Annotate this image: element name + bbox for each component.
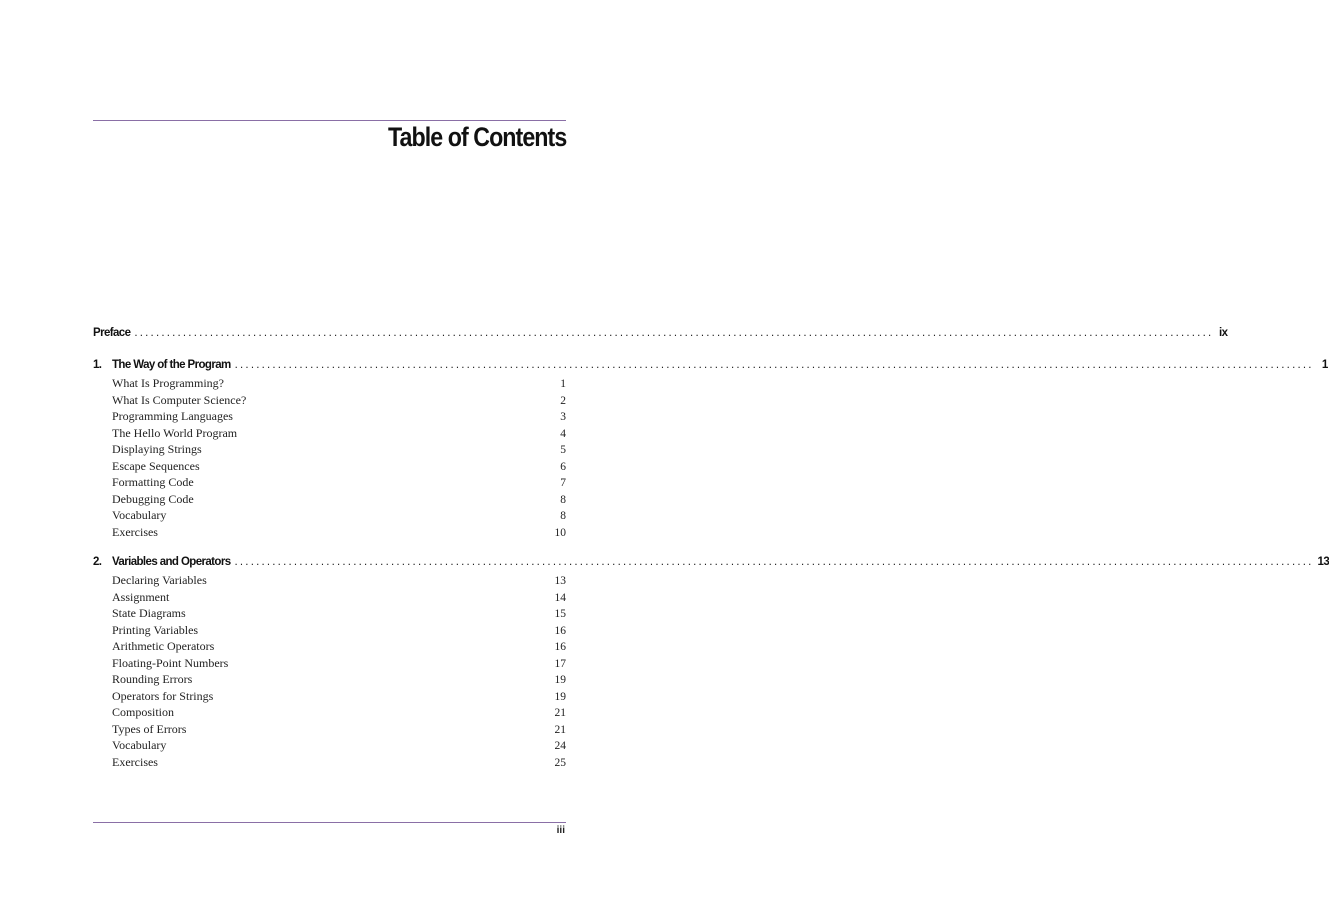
toc-section[interactable]: [93, 475, 566, 492]
toc-section[interactable]: [93, 738, 566, 755]
toc-entry-label: Preface: [93, 327, 131, 339]
section-title: What Is Programming?: [112, 376, 224, 390]
bottom-rule: [93, 822, 566, 823]
section-title: What Is Computer Science?: [112, 392, 247, 407]
section-page-number: 5: [560, 444, 566, 456]
toc-section[interactable]: [93, 525, 566, 542]
toc-section[interactable]: [93, 409, 566, 426]
toc-chapter-2[interactable]: [93, 556, 1329, 573]
section-title: Operators for Strings: [112, 688, 214, 703]
section-title: Escape Sequences: [112, 458, 200, 473]
section-page-number: 15: [554, 608, 566, 620]
section-page-number: 16: [554, 624, 566, 637]
toc-page-number: 1: [1321, 359, 1328, 371]
toc-chapter-1[interactable]: [93, 359, 1328, 376]
section-page-number: 10: [554, 526, 566, 539]
section-title: Composition: [112, 705, 175, 719]
section-page-number: 25: [554, 756, 566, 769]
section-page-number: 13: [554, 575, 566, 587]
section-title: Debugging Code: [112, 491, 194, 506]
dot-leader: ........................................................................................................................................................................................................: [234, 556, 1314, 568]
section-page-number: 24: [554, 740, 566, 752]
toc-section[interactable]: [93, 606, 566, 623]
section-title: Displaying Strings: [112, 442, 202, 456]
toc-page-number: ix: [1218, 327, 1228, 339]
toc-section[interactable]: [93, 459, 566, 476]
section-title: Types of Errors: [112, 721, 187, 736]
toc-section[interactable]: [93, 573, 566, 590]
section-title: Vocabulary: [112, 508, 167, 522]
dot-leader: ........................................................................................................................................................................................................: [134, 327, 1214, 339]
section-page-number: 19: [554, 690, 566, 703]
section-page-number: 21: [554, 707, 566, 719]
section-page-number: 8: [560, 510, 566, 522]
chapter-title: The Way of the Program: [112, 359, 231, 371]
toc-page-number: 13: [1317, 556, 1329, 568]
chapter-title: Variables and Operators: [112, 556, 231, 568]
section-title: Vocabulary: [112, 738, 167, 752]
section-page-number: 6: [560, 460, 566, 473]
toc-section[interactable]: [93, 755, 566, 772]
chapter-number: 1.: [93, 359, 102, 371]
section-page-number: 4: [560, 427, 566, 440]
section-title: Floating-Point Numbers: [112, 655, 229, 670]
toc-section[interactable]: [93, 672, 566, 689]
section-page-number: 17: [554, 657, 566, 670]
toc-section[interactable]: [93, 442, 566, 459]
page-number: iii: [556, 825, 565, 836]
toc-section[interactable]: [93, 426, 566, 443]
toc-section[interactable]: [93, 376, 566, 393]
section-title: Declaring Variables: [112, 573, 207, 587]
table-of-contents: [93, 327, 1329, 771]
toc-entry-preface[interactable]: [93, 327, 1228, 344]
toc-section[interactable]: [93, 639, 566, 656]
section-title: State Diagrams: [112, 606, 186, 620]
section-title: Arithmetic Operators: [112, 639, 215, 653]
section-page-number: 1: [560, 378, 566, 390]
section-page-number: 8: [560, 493, 566, 506]
section-title: Rounding Errors: [112, 672, 193, 686]
page-title: Table of Contents: [387, 122, 566, 152]
section-title: Formatting Code: [112, 475, 194, 489]
section-page-number: 3: [560, 411, 566, 423]
toc-section[interactable]: [93, 492, 566, 509]
dot-leader: ........................................................................................................................................................................................................: [234, 359, 1314, 371]
section-title: The Hello World Program: [112, 425, 238, 440]
section-page-number: 7: [560, 477, 566, 489]
section-title: Printing Variables: [112, 622, 199, 637]
toc-section[interactable]: [93, 689, 566, 706]
section-page-number: 19: [554, 674, 566, 686]
toc-section[interactable]: [93, 705, 566, 722]
section-page-number: 16: [554, 641, 566, 653]
section-page-number: 21: [554, 723, 566, 736]
toc-section[interactable]: [93, 393, 566, 410]
chapter-number: 2.: [93, 556, 102, 568]
section-page-number: 2: [560, 394, 566, 407]
toc-section[interactable]: [93, 656, 566, 673]
section-title: Assignment: [112, 589, 170, 604]
toc-section[interactable]: [93, 722, 566, 739]
toc-section[interactable]: [93, 590, 566, 607]
section-title: Programming Languages: [112, 409, 233, 423]
top-rule: [93, 120, 566, 121]
section-title: Exercises: [112, 754, 158, 769]
section-title: Exercises: [112, 524, 158, 539]
toc-section[interactable]: [93, 623, 566, 640]
section-page-number: 14: [554, 591, 566, 604]
toc-section[interactable]: [93, 508, 566, 525]
